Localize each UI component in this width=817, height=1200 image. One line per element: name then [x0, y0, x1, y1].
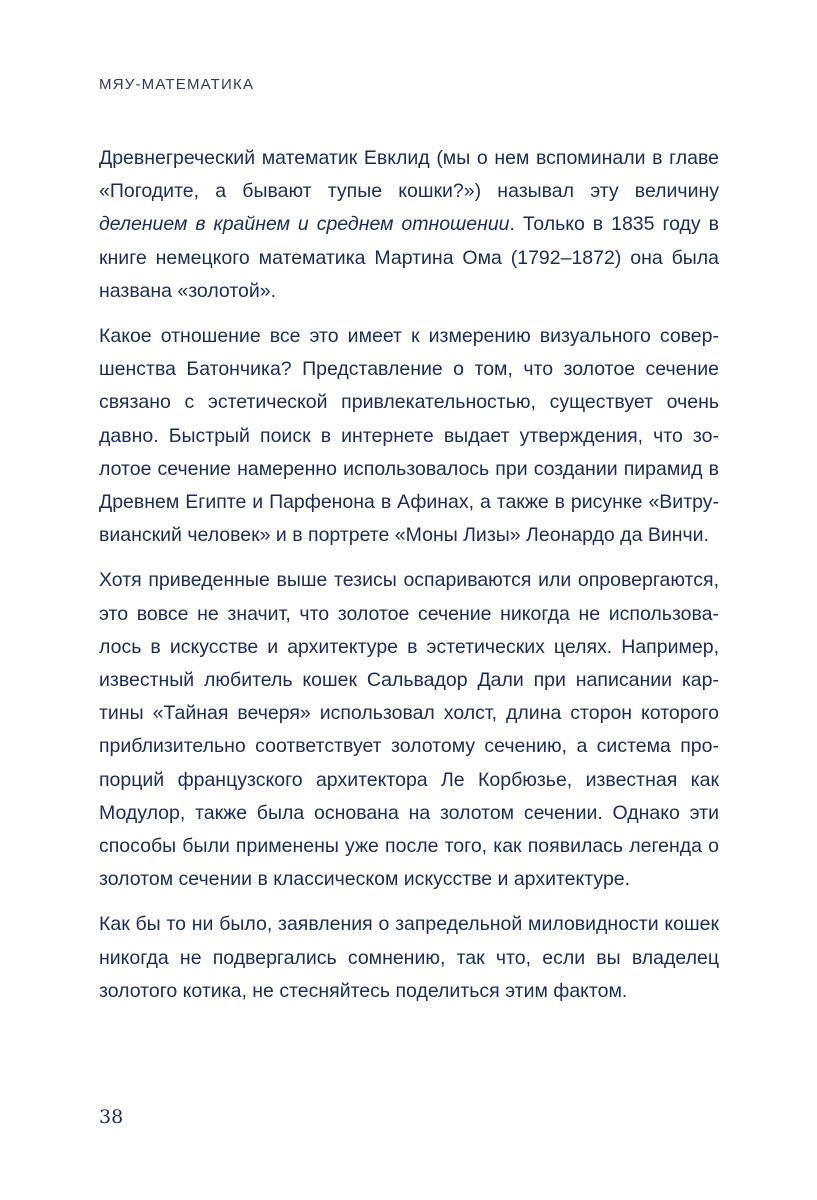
- paragraph-2: Какое отношение все это имеет к измерению визуального совершенства Батончика? Представление о том, что золотое сечение связано с эстетической привлекательностью, существует очень давно. Быстрый поиск в интернете выдает утверждения, что золотое сечение намеренно использовалось при создании пирамид в Древнем Египте и Парфенона в Афинах, а также в рисунке «Витрувианский человек» и в портрете «Моны Лизы» Леонардо да Винчи.: [99, 325, 719, 547]
- paragraph-1-start: Древнегреческий математик Евклид (мы о нем вспоминали в главе «Погодите, а бывают тупые кошки?») называл эту величину: [99, 147, 719, 203]
- paragraph-1-emphasis: делением в крайнем и среднем отношении: [99, 213, 510, 236]
- paragraph-1-end: . Только в 1835 году в книге немецкого математика Мартина Ома (1792–1872) она была названа «золотой».: [99, 213, 719, 302]
- page-number: 38: [99, 1106, 124, 1128]
- paragraph-4: Как бы то ни было, заявления о запредельной миловидности кошек никогда не подвергались сомнению, так что, если вы владелец золотого котика, не стесняйтесь поделиться этим фактом.: [99, 913, 719, 1002]
- body-text: [99, 142, 719, 1020]
- paragraph-1: [99, 142, 719, 308]
- paragraph-3: Хотя приведенные выше тезисы оспариваются или опровергаются, это вовсе не значит, что золотое сечение никогда не использовалось в искусстве и архитектуре в эстетических целях. Например, известный любитель кошек Сальвадор Дали при написании картины «Тайная вечеря» использовал холст, длина сторон которого приблизительно соответствует золотому сечению, а система пропорций французского архитектора Ле Корбюзье, известная как Модулор, также была основана на золотом сечении. Однако эти способы были применены уже после того, как появилась легенда о золотом сечении в классическом искусстве и архитектуре.: [99, 569, 719, 891]
- running-head: МЯУ-МАТЕМАТИКА: [99, 76, 255, 93]
